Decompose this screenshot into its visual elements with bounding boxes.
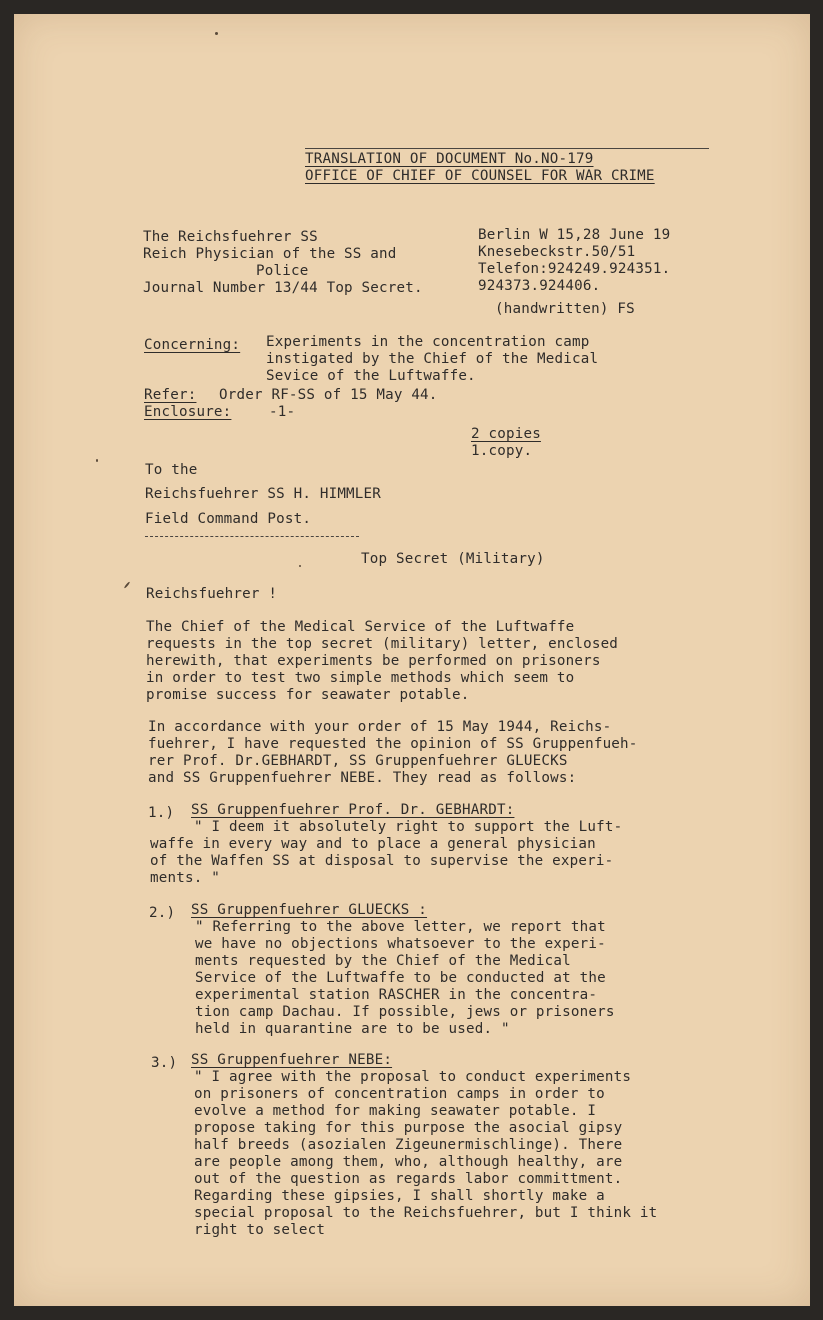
refer-label: Refer: [144, 387, 197, 403]
recipient-line1: To the [145, 462, 198, 478]
item3-heading: SS Gruppenfuehrer NEBE: [191, 1052, 393, 1068]
item2-line: experimental station RASCHER in the concentra- [195, 987, 598, 1003]
item2-heading: SS Gruppenfuehrer GLUECKS : [191, 902, 428, 918]
para1-line: The Chief of the Medical Service of the Luftwaffe [146, 619, 575, 635]
address-line3: Telefon:924249.924351. [478, 261, 671, 277]
item2-number: 2.) [149, 905, 176, 921]
item2-line: held in quarantine are to be used. " [195, 1021, 510, 1037]
para1-line: promise success for seawater potable. [146, 687, 470, 703]
sender-line2: Reich Physician of the SS and [143, 246, 397, 262]
doc-title-line1: TRANSLATION OF DOCUMENT No.NO-179 [305, 151, 594, 167]
item1-line: waffe in every way and to place a general physician [150, 836, 596, 852]
item3-line: half breeds (asozialen Zigeunermischlinge). There [194, 1137, 623, 1153]
address-line1: Berlin W 15,28 June 19 [478, 227, 671, 243]
handwritten-note: (handwritten) FS [495, 301, 635, 317]
journal-number: Journal Number 13/44 Top Secret. [143, 280, 423, 296]
paper-speck [215, 32, 218, 35]
recipient-line3: Field Command Post. [145, 511, 312, 527]
copies-line2: 1.copy. [471, 443, 533, 459]
para1-line: requests in the top secret (military) letter, enclosed [146, 636, 619, 652]
sender-line1: The Reichsfuehrer SS [143, 229, 318, 245]
item3-line: " I agree with the proposal to conduct experiments [194, 1069, 632, 1085]
address-line2: Knesebeckstr.50/51 [478, 244, 636, 260]
para2-line: rer Prof. Dr.GEBHARDT, SS Gruppenfuehrer GLUECKS [148, 753, 568, 769]
item2-line: " Referring to the above letter, we report that [195, 919, 606, 935]
enclosure-text: -1- [269, 404, 296, 420]
para2-line: and SS Gruppenfuehrer NEBE. They read as follows: [148, 770, 577, 786]
para2-line: In accordance with your order of 15 May 1944, Reichs- [148, 719, 612, 735]
copies-line1: 2 copies [471, 426, 541, 442]
item2-line: we have no objections whatsoever to the experi- [195, 936, 606, 952]
para1-line: herewith, that experiments be performed on prisoners [146, 653, 601, 669]
recipient-divider [145, 536, 359, 537]
address-line4: 924373.924406. [478, 278, 601, 294]
item3-line: propose taking for this purpose the asocial gipsy [194, 1120, 623, 1136]
item2-line: Service of the Luftwaffe to be conducted at the [195, 970, 606, 986]
para2-line: fuehrer, I have requested the opinion of SS Gruppenfueh- [148, 736, 638, 752]
item1-heading: SS Gruppenfuehrer Prof. Dr. GEBHARDT: [191, 802, 515, 818]
concerning-label: Concerning: [144, 337, 241, 353]
concerning-line3: Sevice of the Luftwaffe. [266, 368, 476, 384]
document-page [14, 14, 810, 1306]
doc-title-line2: OFFICE OF CHIEF OF COUNSEL FOR WAR CRIME [305, 168, 655, 184]
item3-line: special proposal to the Reichsfuehrer, but I think it [194, 1205, 658, 1221]
concerning-line2: instigated by the Chief of the Medical [266, 351, 599, 367]
item1-line: ments. " [150, 870, 220, 886]
item1-line: of the Waffen SS at disposal to supervise the experi- [150, 853, 614, 869]
paper-speck [96, 459, 98, 462]
salutation: Reichsfuehrer ! [146, 586, 278, 602]
item3-line: evolve a method for making seawater potable. I [194, 1103, 597, 1119]
item3-line: right to select [194, 1222, 326, 1238]
item3-line: out of the question as regards labor committment. [194, 1171, 623, 1187]
item2-line: ments requested by the Chief of the Medical [195, 953, 571, 969]
item3-line: Regarding these gipsies, I shall shortly make a [194, 1188, 605, 1204]
item3-number: 3.) [151, 1055, 178, 1071]
item1-line: " I deem it absolutely right to support the Luft- [194, 819, 623, 835]
recipient-line2: Reichsfuehrer SS H. HIMMLER [145, 486, 382, 502]
concerning-line1: Experiments in the concentration camp [266, 334, 590, 350]
enclosure-label: Enclosure: [144, 404, 232, 420]
paper-speck [299, 565, 301, 567]
item2-line: tion camp Dachau. If possible, jews or prisoners [195, 1004, 615, 1020]
title-top-rule [305, 148, 709, 149]
item3-line: are people among them, who, although healthy, are [194, 1154, 623, 1170]
paper-speck [124, 581, 131, 588]
item1-number: 1.) [148, 805, 175, 821]
para1-line: in order to test two simple methods which seem to [146, 670, 575, 686]
refer-text: Order RF-SS of 15 May 44. [219, 387, 438, 403]
classification: Top Secret (Military) [361, 551, 545, 567]
sender-line3: Police [256, 263, 309, 279]
item3-line: on prisoners of concentration camps in order to [194, 1086, 605, 1102]
